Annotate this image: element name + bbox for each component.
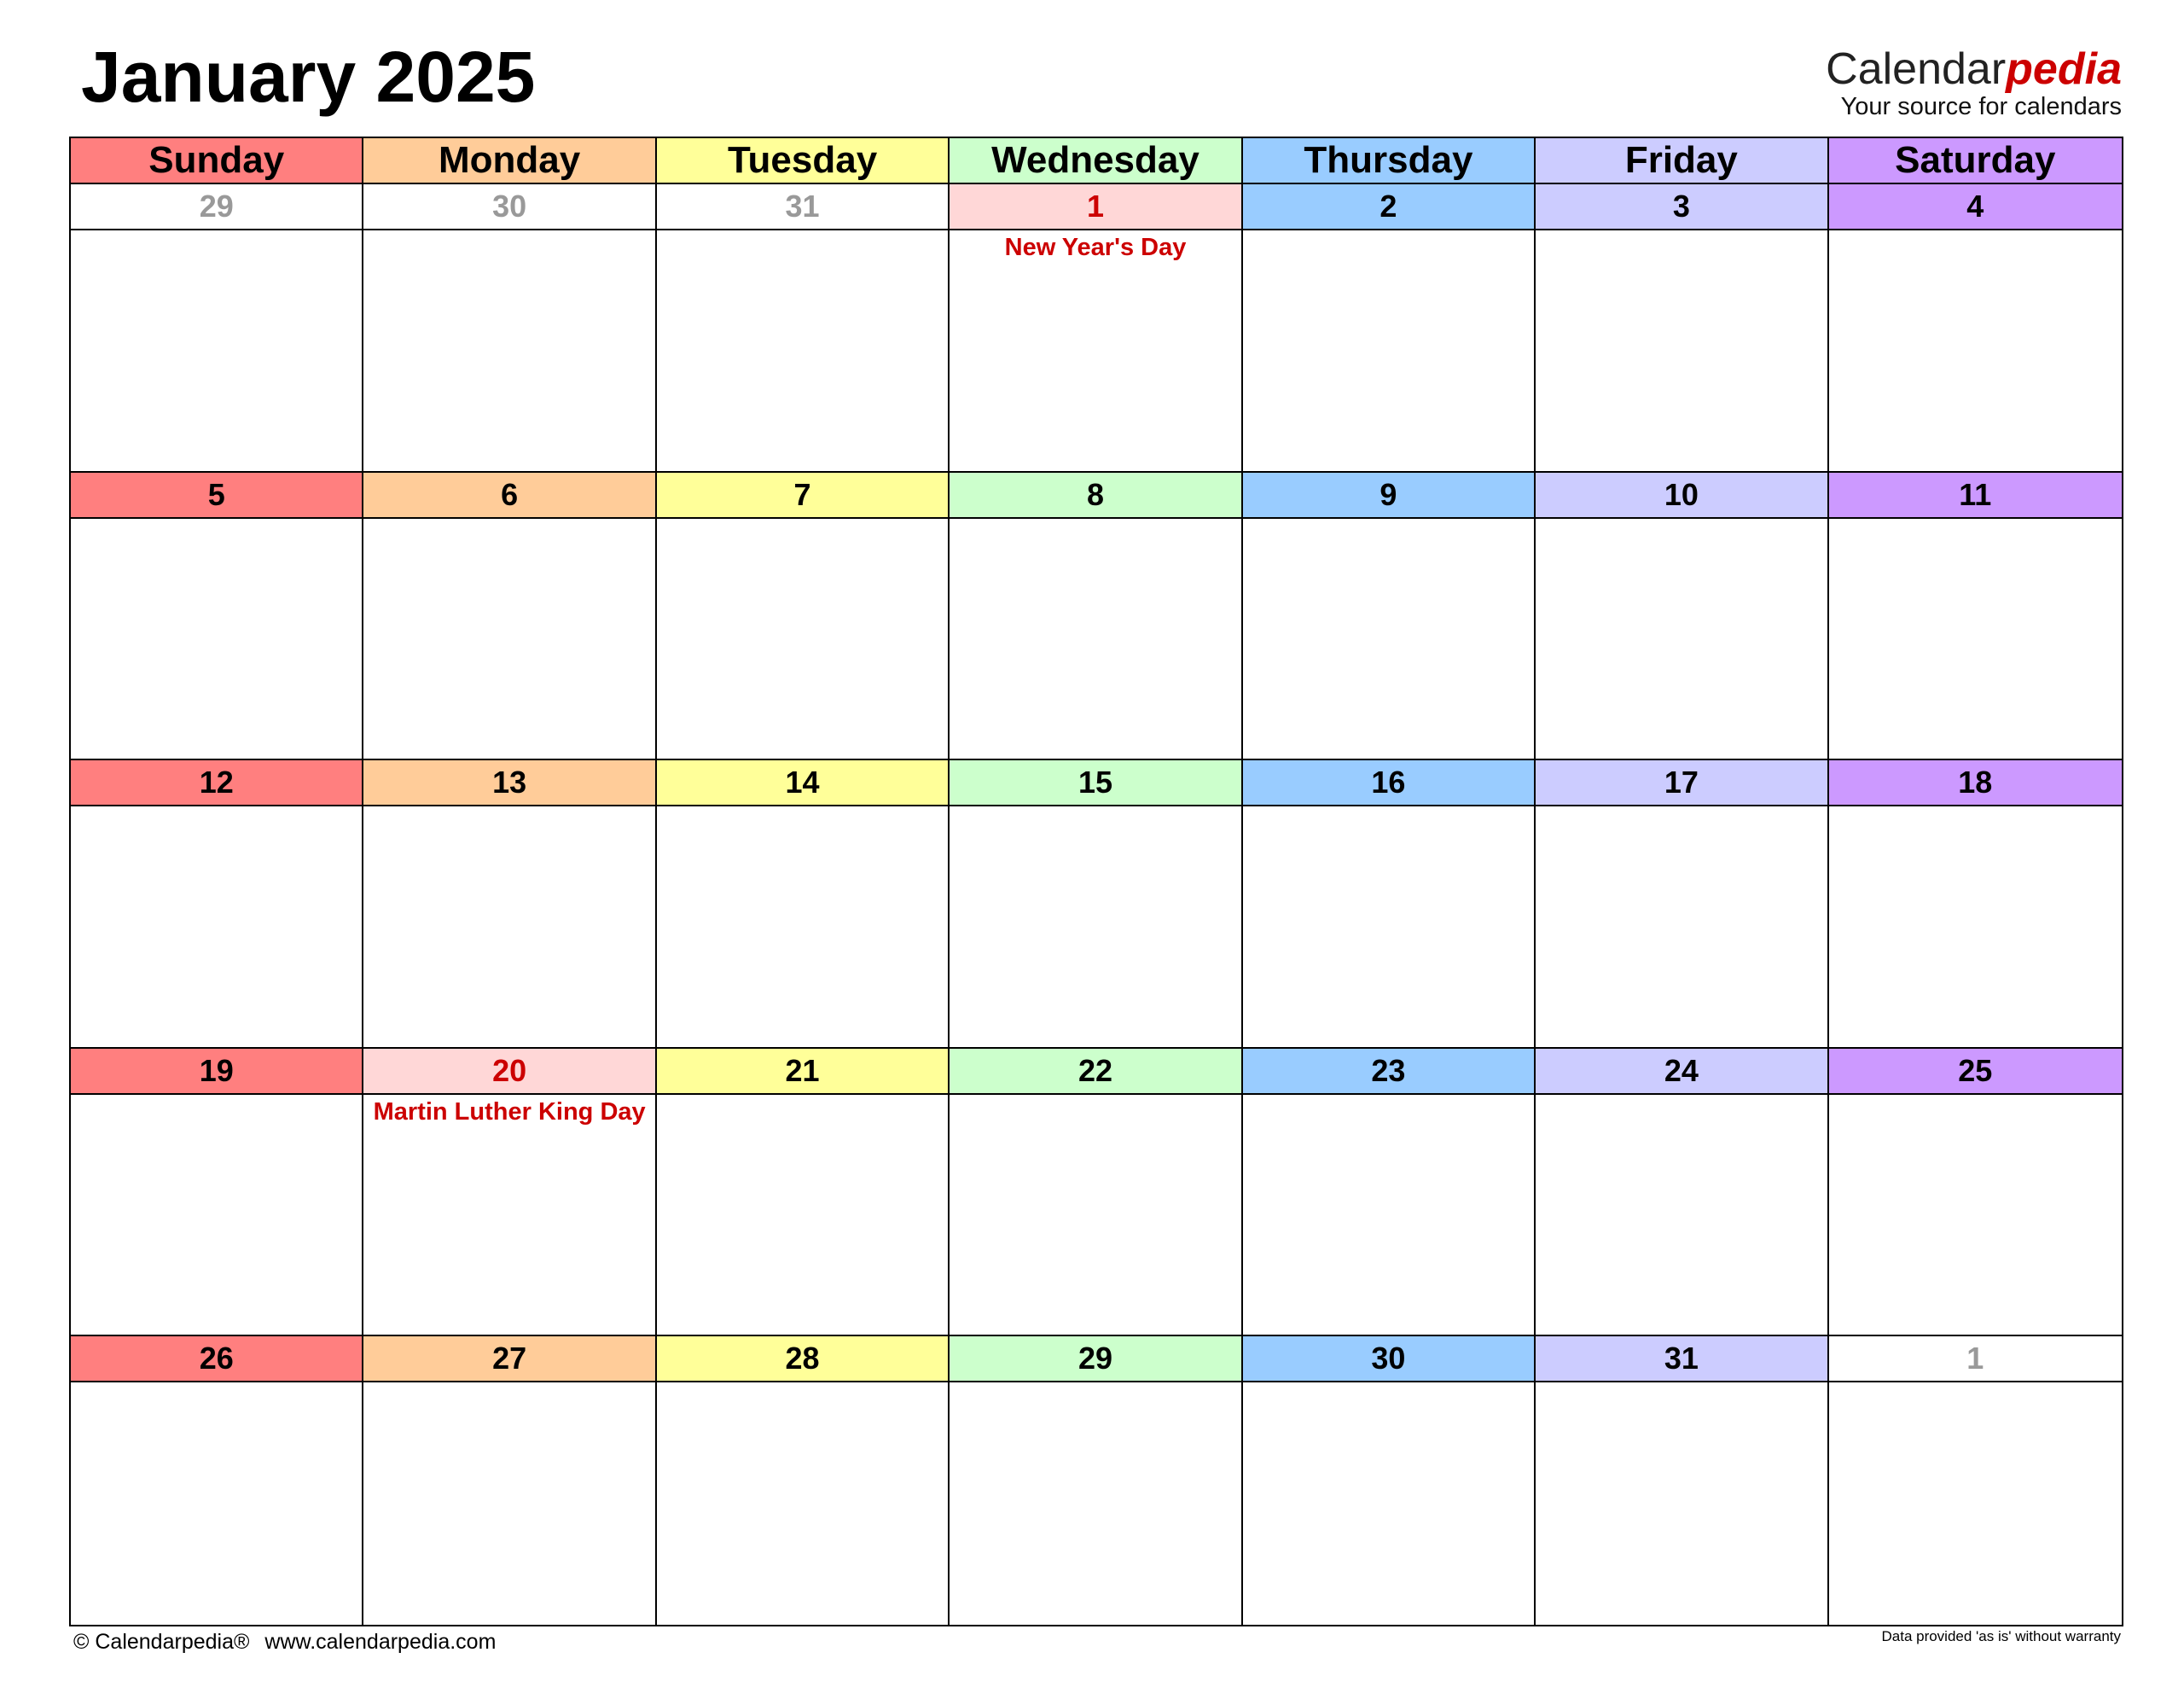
day-number: 16 <box>1243 760 1534 806</box>
day-number: 6 <box>363 473 654 519</box>
day-number: 31 <box>657 184 948 230</box>
day-cell[interactable] <box>363 1336 656 1625</box>
day-number: 2 <box>1243 184 1534 230</box>
day-number: 20 <box>363 1049 654 1095</box>
holiday-label: Martin Luther King Day <box>373 1097 646 1126</box>
weekday-header-friday: Friday <box>1536 138 1828 184</box>
day-number: 5 <box>71 473 362 519</box>
day-cell[interactable] <box>950 1336 1242 1625</box>
day-number: 23 <box>1243 1049 1534 1095</box>
day-number: 3 <box>1536 184 1827 230</box>
day-number: 9 <box>1243 473 1534 519</box>
day-number: 30 <box>1243 1336 1534 1382</box>
day-cell[interactable] <box>657 760 950 1049</box>
day-cell[interactable] <box>1536 1336 1828 1625</box>
day-cell[interactable] <box>657 1336 950 1625</box>
day-number: 29 <box>950 1336 1240 1382</box>
day-cell[interactable] <box>71 1049 363 1337</box>
brand-logo[interactable] <box>1826 44 2122 119</box>
day-number: 8 <box>950 473 1240 519</box>
day-cell[interactable] <box>363 1049 656 1337</box>
brand-tagline: Your source for calendars <box>1840 93 2122 120</box>
day-cell[interactable] <box>950 1049 1242 1337</box>
day-cell[interactable] <box>1243 760 1536 1049</box>
footer-url-link[interactable]: www.calendarpedia.com <box>264 1630 497 1654</box>
day-number: 27 <box>363 1336 654 1382</box>
day-cell[interactable] <box>657 473 950 761</box>
day-cell[interactable] <box>1829 473 2122 761</box>
day-number: 12 <box>71 760 362 806</box>
day-number: 7 <box>657 473 948 519</box>
day-cell[interactable] <box>1243 184 1536 473</box>
day-number: 30 <box>363 184 654 230</box>
day-cell[interactable] <box>1829 1049 2122 1337</box>
day-number: 1 <box>950 184 1240 230</box>
weekday-header-saturday: Saturday <box>1829 138 2122 184</box>
day-number: 24 <box>1536 1049 1827 1095</box>
day-number: 11 <box>1829 473 2122 519</box>
day-cell[interactable] <box>950 473 1242 761</box>
day-number: 18 <box>1829 760 2122 806</box>
brand-name-accent: pedia <box>2006 44 2122 94</box>
day-number: 14 <box>657 760 948 806</box>
day-number: 17 <box>1536 760 1827 806</box>
day-number: 31 <box>1536 1336 1827 1382</box>
holiday-label: New Year's Day <box>1004 234 1187 261</box>
day-cell[interactable] <box>71 1336 363 1625</box>
day-number: 29 <box>71 184 362 230</box>
copyright-text: © Calendarpedia® <box>73 1630 250 1654</box>
day-cell[interactable] <box>71 184 363 473</box>
day-cell[interactable] <box>363 760 656 1049</box>
day-number: 10 <box>1536 473 1827 519</box>
weekday-header-wednesday: Wednesday <box>950 138 1242 184</box>
page-title: January 2025 <box>81 37 536 117</box>
day-cell[interactable] <box>950 760 1242 1049</box>
brand-name-main: Calendar <box>1826 44 2007 94</box>
footer-disclaimer: Data provided 'as is' without warranty <box>1881 1628 2121 1644</box>
day-number: 28 <box>657 1336 948 1382</box>
day-cell[interactable] <box>1829 760 2122 1049</box>
day-cell[interactable] <box>950 184 1242 473</box>
day-number: 25 <box>1829 1049 2122 1095</box>
day-number: 1 <box>1829 1336 2122 1382</box>
day-number: 4 <box>1829 184 2122 230</box>
day-cell[interactable] <box>363 473 656 761</box>
day-number: 26 <box>71 1336 362 1382</box>
brand-name <box>1826 44 2122 94</box>
day-number: 22 <box>950 1049 1240 1095</box>
day-cell[interactable] <box>363 184 656 473</box>
footer-copyright <box>73 1630 496 1655</box>
day-number: 19 <box>71 1049 362 1095</box>
weekday-header-monday: Monday <box>363 138 656 184</box>
day-cell[interactable] <box>71 760 363 1049</box>
day-cell[interactable] <box>1536 760 1828 1049</box>
day-cell[interactable] <box>1243 1336 1536 1625</box>
day-cell[interactable] <box>71 473 363 761</box>
day-cell[interactable] <box>657 1049 950 1337</box>
day-number: 21 <box>657 1049 948 1095</box>
day-cell[interactable] <box>657 184 950 473</box>
day-cell[interactable] <box>1243 1049 1536 1337</box>
weekday-header-tuesday: Tuesday <box>657 138 950 184</box>
day-number: 13 <box>363 760 654 806</box>
day-cell[interactable] <box>1829 184 2122 473</box>
day-cell[interactable] <box>1536 184 1828 473</box>
day-cell[interactable] <box>1243 473 1536 761</box>
calendar-grid <box>69 137 2123 1626</box>
weekday-header-sunday: Sunday <box>71 138 363 184</box>
day-cell[interactable] <box>1829 1336 2122 1625</box>
day-number: 15 <box>950 760 1240 806</box>
day-cell[interactable] <box>1536 473 1828 761</box>
weekday-header-thursday: Thursday <box>1243 138 1536 184</box>
day-cell[interactable] <box>1536 1049 1828 1337</box>
